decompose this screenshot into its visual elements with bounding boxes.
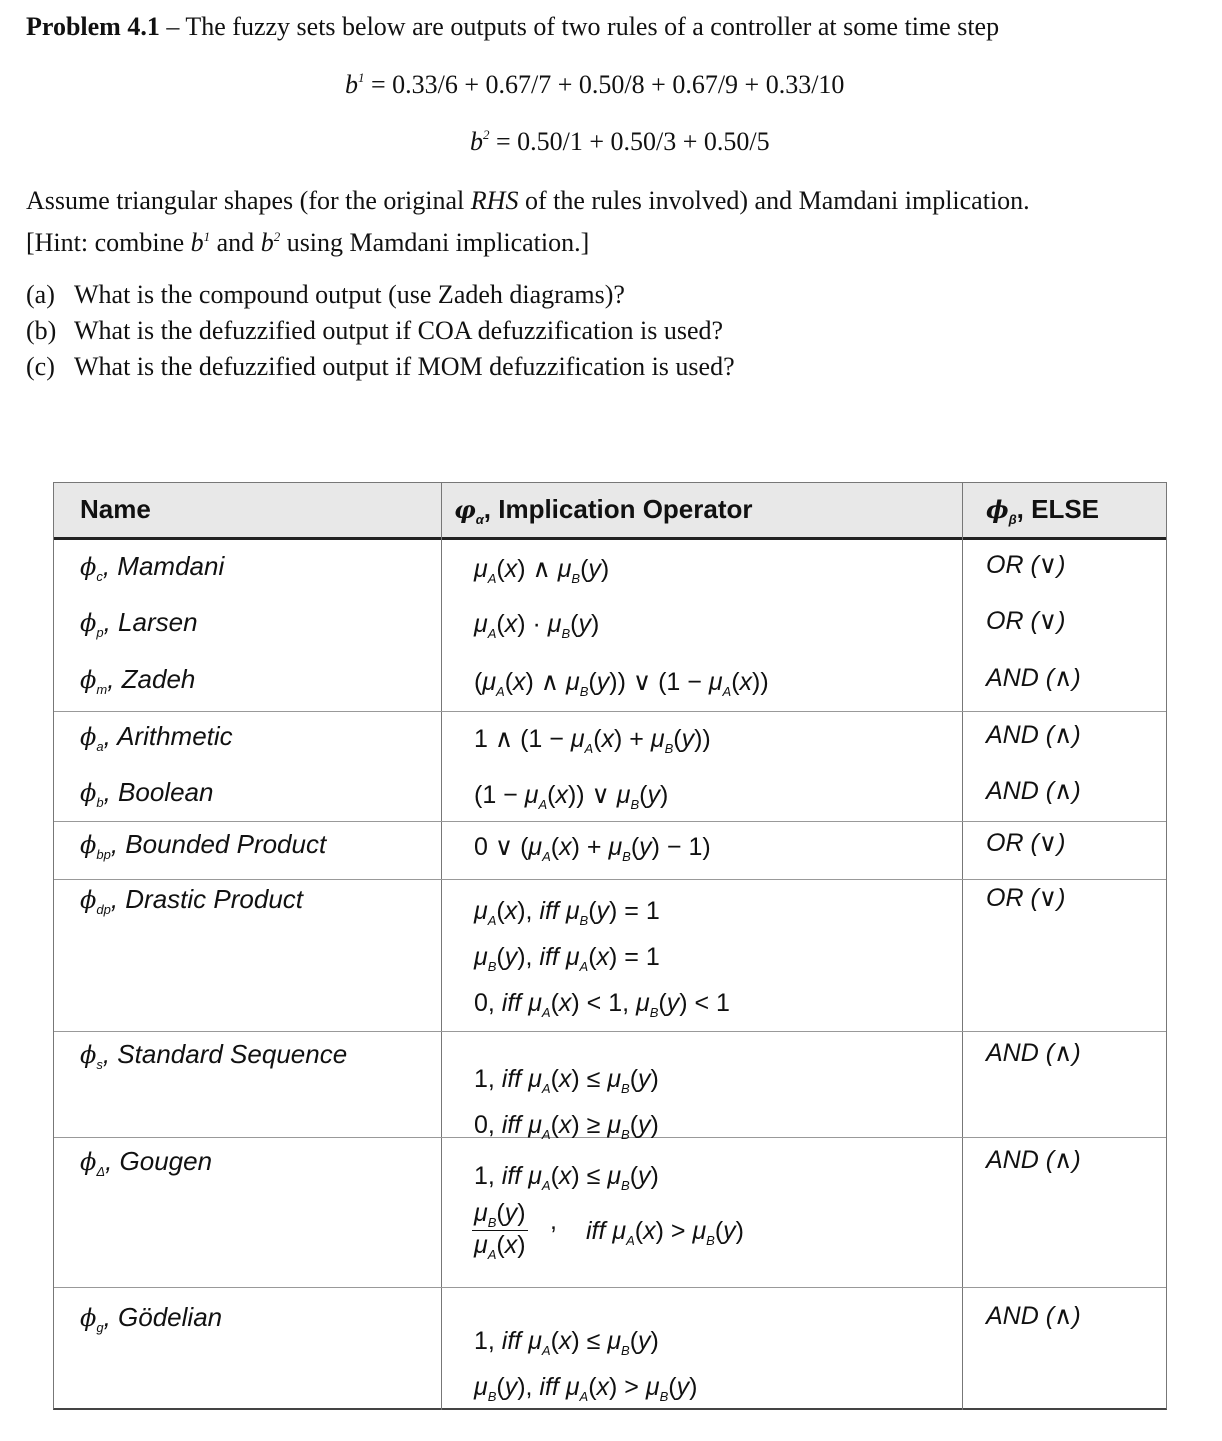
hint-b2-sup: 2 (273, 229, 281, 244)
else-operator: AND (∧) (986, 664, 1081, 692)
phi-symbol: ϕ (80, 1304, 97, 1332)
header-operator-sub: α (475, 512, 484, 528)
phi-symbol: ϕ (80, 723, 97, 751)
b2-sup: 2 (483, 127, 490, 142)
b2-rhs: = 0.50/1 + 0.50/3 + 0.50/5 (496, 127, 770, 156)
else-operator: OR (∨) (986, 607, 1066, 635)
fraction-condition: iff $\mu_A(x) > \mu_B(y)$ (586, 1217, 744, 1248)
row-name (80, 721, 233, 754)
hint-text-b: and (216, 228, 255, 257)
operator-name: , Drastic Product (110, 884, 303, 914)
row-name (80, 829, 326, 862)
operator-name: , Larsen (103, 607, 198, 637)
phi-subscript: bp (96, 847, 111, 863)
operator-name: , Zadeh (107, 664, 196, 694)
assume-text-a: Assume triangular shapes (for the original (26, 186, 465, 215)
row-name (80, 1039, 347, 1072)
problem-text: The fuzzy sets below are outputs of two rules of a controller at some time step (185, 12, 1000, 41)
operator-formula: 1, iff $\mu_A(x) \le \mu_B(y)$ (474, 1162, 659, 1193)
header-else-label: , ELSE (1016, 494, 1100, 524)
question-text: What is the compound output (use Zadeh diagrams)? (74, 280, 625, 309)
hint-text-a: [Hint: combine (26, 228, 185, 257)
problem-label: Problem 4.1 (26, 12, 160, 41)
else-operator: AND (∧) (986, 1146, 1081, 1174)
phi-subscript: b (96, 795, 104, 811)
phi-subscript: g (96, 1320, 104, 1336)
row-divider (54, 711, 1166, 712)
problem-dash: – (166, 12, 180, 41)
phi-symbol: ϕ (80, 609, 97, 637)
row-divider (54, 1031, 1166, 1032)
row-name (80, 1146, 212, 1179)
phi-symbol: ϕ (80, 1148, 97, 1176)
row-divider (54, 821, 1166, 822)
question-label: (c) (26, 352, 55, 381)
phi-symbol: ϕ (80, 666, 97, 694)
operator-name: , Arithmetic (103, 721, 233, 751)
row-name (80, 664, 195, 697)
operator-formula: 1, iff $\mu_A(x) \le \mu_B(y)$ (474, 1065, 659, 1096)
else-operator: OR (∨) (986, 829, 1066, 857)
question-c (26, 349, 735, 385)
phi-subscript: a (96, 739, 104, 755)
assume-text-b: of the rules involved) and Mamdani implication. (524, 186, 1030, 215)
operator-formula: $\mu_B(y)$, iff $\mu_A(x) = 1$ (474, 943, 660, 974)
phi-symbol: ϕ (80, 1041, 97, 1069)
header-operator (454, 494, 753, 527)
operator-name: , Gougen (105, 1146, 213, 1176)
else-operator: AND (∧) (986, 777, 1081, 805)
operator-formula: ($\mu_A(x)$ ∧ $\mu_B(y)$) ∨ $(1 - \mu_A(x))$ (474, 668, 769, 699)
implication-operator-table (53, 482, 1167, 1410)
else-operator: AND (∧) (986, 721, 1081, 749)
b1-sup: 1 (358, 70, 365, 85)
assume-rhs: RHS (470, 186, 519, 215)
phi-symbol: ϕ (80, 553, 97, 581)
b1-rhs: = 0.33/6 + 0.67/7 + 0.50/8 + 0.67/9 + 0.33/10 (371, 70, 845, 99)
row-divider (54, 879, 1166, 880)
b1-symbol: b (345, 70, 358, 99)
table-header (54, 482, 1166, 540)
equation-b1 (345, 70, 844, 100)
else-operator: AND (∧) (986, 1302, 1081, 1330)
header-operator-label: , Implication Operator (483, 494, 753, 524)
phi-subscript: c (96, 569, 103, 585)
phi-symbol: ϕ (80, 779, 97, 807)
row-divider (54, 1287, 1166, 1288)
header-else-symbol: ϕ (986, 495, 1009, 524)
fraction: $\frac{\mu_B(y)}{\mu_A(x)}$ (474, 1199, 526, 1262)
hint-b2-symbol: b (260, 228, 274, 257)
hint-b1-sup: 1 (203, 229, 211, 244)
else-operator: AND (∧) (986, 1039, 1081, 1067)
column-divider (441, 482, 442, 1410)
else-operator: OR (∨) (986, 884, 1066, 912)
row-name (80, 884, 303, 917)
row-name (80, 1302, 222, 1335)
header-operator-symbol: φ (454, 495, 476, 524)
phi-subscript: p (96, 625, 104, 641)
operator-formula: $(1 - \mu_A(x))$ ∨ $\mu_B(y)$ (474, 781, 669, 812)
row-name (80, 777, 213, 810)
operator-formula: $\mu_A(x)$ ∧ $\mu_B(y)$ (474, 555, 610, 586)
header-else-sub: β (1008, 512, 1017, 528)
question-label: (a) (26, 280, 55, 309)
operator-formula: $\mu_B(y)$, iff $\mu_A(x) > \mu_B(y)$ (474, 1373, 698, 1404)
phi-subscript: Δ (96, 1164, 106, 1180)
phi-subscript: s (96, 1057, 103, 1073)
operator-name: , Mamdani (102, 551, 225, 581)
phi-symbol: ϕ (80, 831, 97, 859)
phi-subscript: m (96, 682, 108, 698)
column-divider (962, 482, 963, 1410)
operator-formula: 0, iff $\mu_A(x) \ge \mu_B(y)$ (474, 1111, 659, 1142)
operator-formula: 1, iff $\mu_A(x) \le \mu_B(y)$ (474, 1327, 659, 1358)
operator-formula: $\mu_A(x) \cdot \mu_B(y)$ (474, 610, 600, 641)
row-name (80, 607, 198, 640)
header-name: Name (80, 494, 151, 524)
fraction-comma: , (550, 1207, 557, 1235)
else-operator: OR (∨) (986, 551, 1066, 579)
operator-formula: 1 ∧ $(1 - \mu_A(x) + \mu_B(y))$ (474, 725, 711, 756)
assumption-paragraph (26, 183, 1206, 261)
hint-b1-symbol: b (190, 228, 204, 257)
question-label: (b) (26, 316, 57, 345)
operator-name: , Gödelian (103, 1302, 223, 1332)
operator-name: , Boolean (103, 777, 214, 807)
operator-formula: 0, iff $\mu_A(x) < 1$, $\mu_B(y) < 1$ (474, 989, 730, 1020)
question-list (26, 277, 735, 385)
question-text: What is the defuzzified output if COA defuzzification is used? (74, 316, 724, 345)
phi-subscript: dp (96, 902, 111, 918)
operator-name: , Bounded Product (110, 829, 327, 859)
question-a (26, 277, 735, 313)
b2-symbol: b (470, 127, 483, 156)
operator-formula: $\mu_A(x)$, iff $\mu_B(y) = 1$ (474, 897, 660, 928)
question-text: What is the defuzzified output if MOM defuzzification is used? (74, 352, 735, 381)
operator-name: , Standard Sequence (102, 1039, 348, 1069)
problem-statement (26, 12, 1206, 42)
operator-formula: 0 ∨ $(\mu_A(x) + \mu_B(y) - 1)$ (474, 833, 711, 864)
hint-text-c: using Mamdani implication.] (286, 228, 590, 257)
phi-symbol: ϕ (80, 886, 97, 914)
row-name (80, 551, 224, 584)
header-else (986, 494, 1099, 527)
question-b (26, 313, 735, 349)
equation-b2 (470, 127, 770, 157)
